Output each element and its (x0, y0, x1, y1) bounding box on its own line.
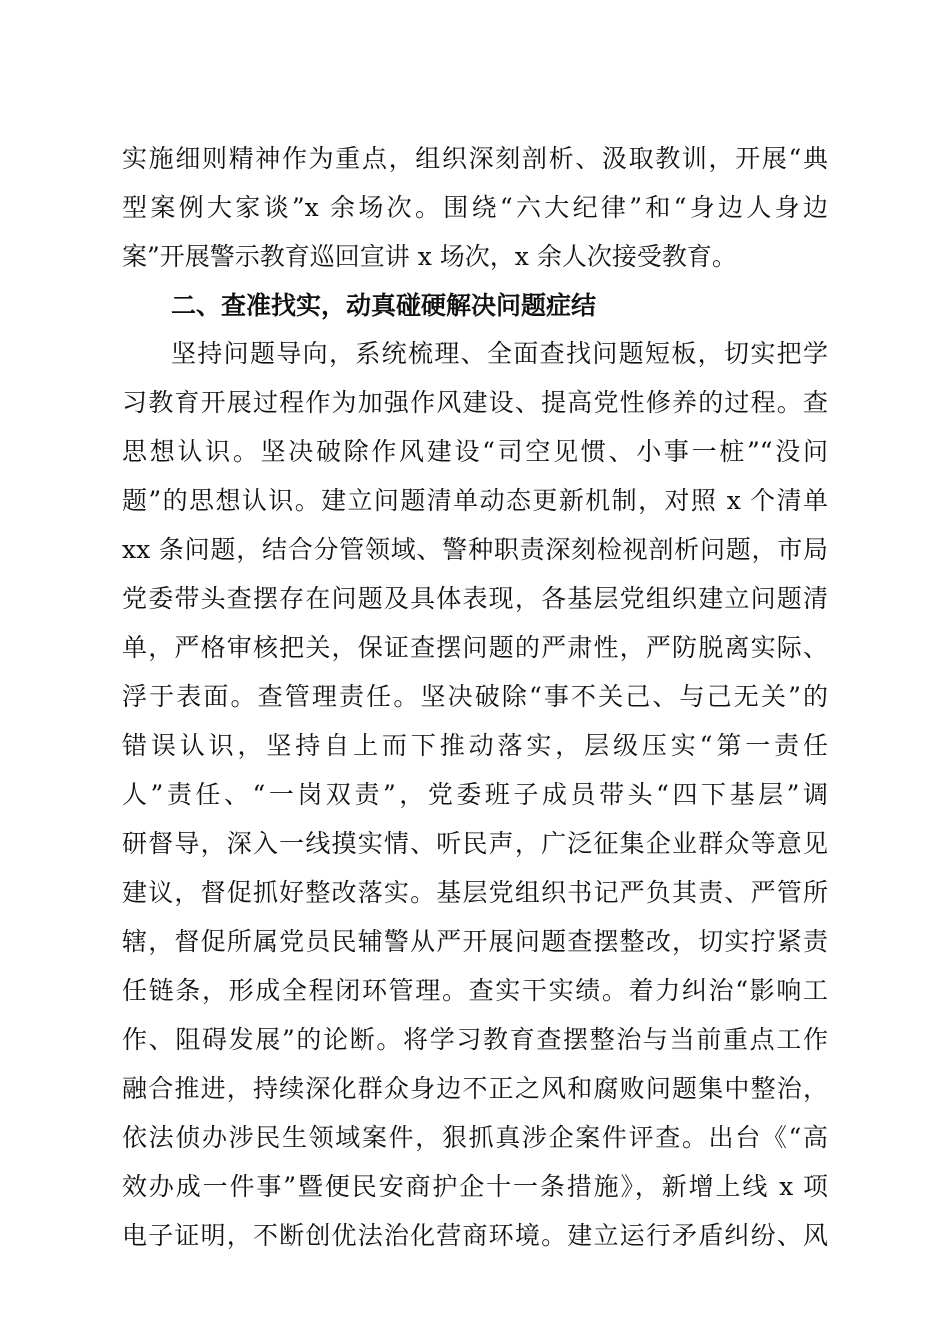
paragraph-line: 建议，督促抓好整改落实。基层党组织书记严负其责、严管所 (122, 878, 828, 907)
paragraph-line: 案”开展警示教育巡回宣讲 x 场次，x 余人次接受教育。 (122, 242, 737, 271)
paragraph-line: 电子证明，不断创优法治化营商环境。建立运行矛盾纠纷、风 (122, 1221, 828, 1250)
paragraph-line: 作、阻碍发展”的论断。将学习教育查摆整治与当前重点工作 (122, 1025, 828, 1054)
paragraph-line: 坚持问题导向，系统梳理、全面查找问题短板，切实把学 (171, 339, 828, 368)
paragraph-line: 题”的思想认识。建立问题清单动态更新机制，对照 x 个清单 (122, 486, 828, 515)
paragraph-line: 习教育开展过程作为加强作风建设、提高党性修养的过程。查 (122, 388, 828, 417)
paragraph-line: 任链条，形成全程闭环管理。查实干实绩。着力纠治“影响工 (122, 976, 828, 1005)
paragraph-line: 单，严格审核把关，保证查摆问题的严肃性，严防脱离实际、 (122, 633, 828, 662)
paragraph-line: 人”责任、“一岗双责”，党委班子成员带头“四下基层”调 (122, 780, 828, 809)
paragraph-line: 思想认识。坚决破除作风建设“司空见惯、小事一桩”“没问 (122, 437, 828, 466)
paragraph-line: xx 条问题，结合分管领域、警种职责深刻检视剖析问题，市局 (122, 535, 828, 564)
paragraph-line: 错误认识，坚持自上而下推动落实，层级压实“第一责任 (122, 731, 828, 760)
paragraph-line: 融合推进，持续深化群众身边不正之风和腐败问题集中整治， (122, 1074, 828, 1103)
paragraph-line: 辖，督促所属党员民辅警从严开展问题查摆整改，切实拧紧责 (122, 927, 828, 956)
paragraph-line: 研督导，深入一线摸实情、听民声，广泛征集企业群众等意见 (122, 829, 828, 858)
paragraph-line: 党委带头查摆存在问题及具体表现，各基层党组织建立问题清 (122, 584, 828, 613)
paragraph-line: 型案例大家谈”x 余场次。围绕“六大纪律”和“身边人身边 (122, 193, 828, 222)
paragraph-line: 依法侦办涉民生领域案件，狠抓真涉企案件评查。出台《“高 (122, 1123, 828, 1152)
paragraph-line: 效办成一件事”暨便民安商护企十一条措施》，新增上线 x 项 (122, 1172, 828, 1201)
paragraph-line: 浮于表面。查管理责任。坚决破除“事不关己、与己无关”的 (122, 682, 828, 711)
section-heading: 二、查准找实，动真碰硬解决问题症结 (171, 291, 597, 320)
paragraph-line: 实施细则精神作为重点，组织深刻剖析、汲取教训，开展“典 (122, 144, 828, 173)
